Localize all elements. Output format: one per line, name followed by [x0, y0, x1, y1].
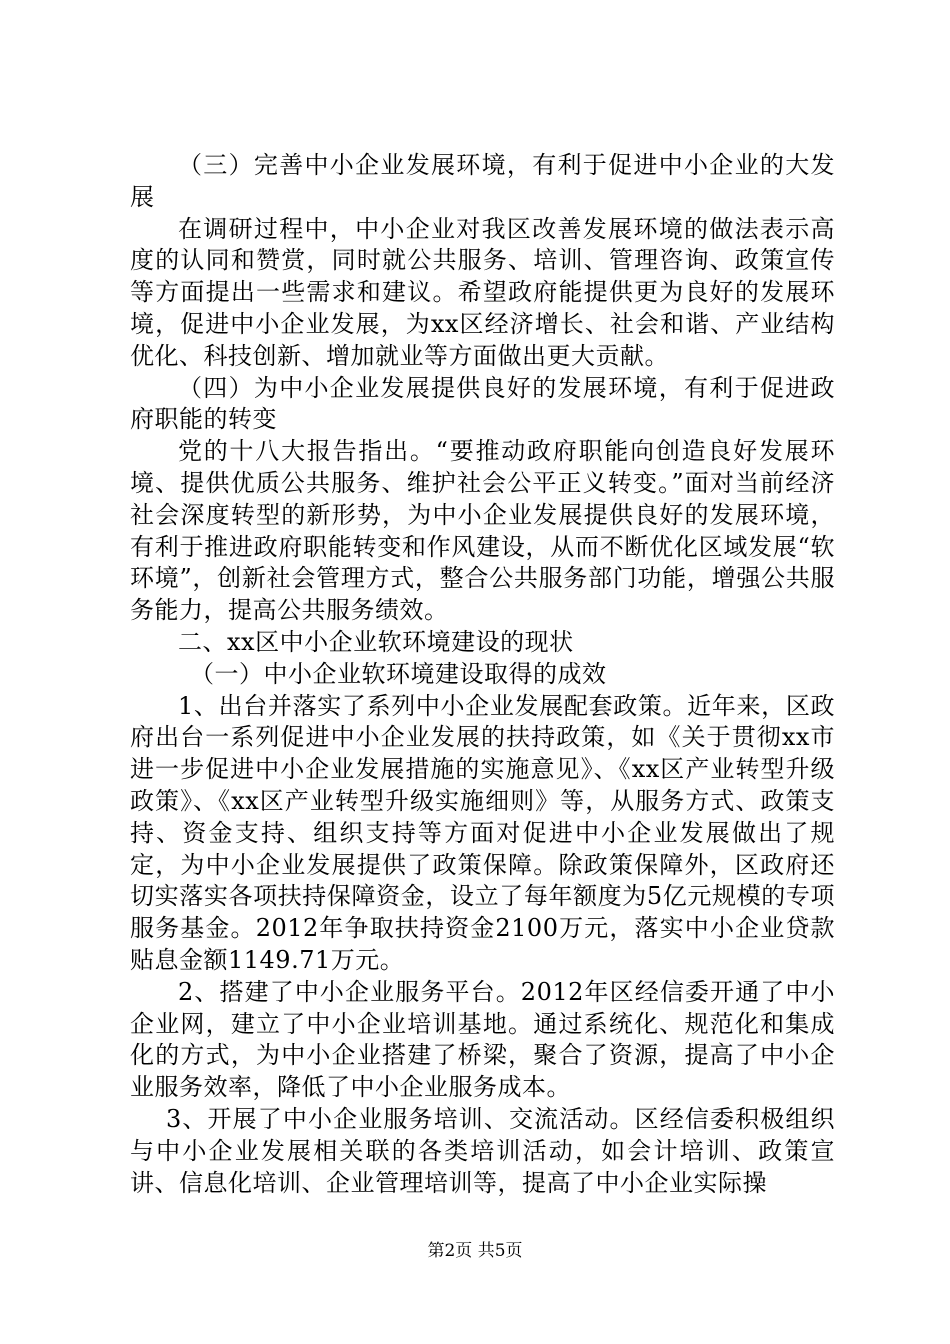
- paragraph-item-1: 1、出台并落实了系列中小企业发展配套政策。近年来，区政府出台一系列促进中小企业发展的扶持政策，如《关于贯彻xx市进一步促进中小企业发展措施的实施意见》、《xx区产业转型升级政策》、《xx区产业转型升级实施细则》等，从服务方式、政策支持、资金支持、组织支持等方面对促进中小企业发展做出了规定，为中小企业发展提供了政策保障。除政策保障外，区政府还切实落实各项扶持保障资金，设立了每年额度为5亿元规模的专项服务基金。2012年争取扶持资金2100万元，落实中小企业贷款贴息金额1149.71万元。: [130, 691, 835, 974]
- section-heading-4: （四）为中小企业发展提供良好的发展环境，有利于促进政府职能的转变: [130, 373, 835, 434]
- subsection-heading-1: （一）中小企业软环境建设取得的成效: [190, 659, 607, 688]
- paragraph-research: 在调研过程中，中小企业对我区改善发展环境的做法表示高度的认同和赞赏，同时就公共服务、培训、管理咨询、政策宣传等方面提出一些需求和建议。希望政府能提供更为良好的发展环境，促进中小企业发展，为xx区经济增长、社会和谐、产业结构优化、科技创新、增加就业等方面做出更大贡献。: [130, 214, 835, 370]
- page-number-footer: 第2页 共5页: [427, 1241, 523, 1261]
- paragraph-item-3: 3、开展了中小企业服务培训、交流活动。区经信委积极组织与中小企业发展相关联的各类培训活动，如会计培训、政策宣讲、信息化培训、企业管理培训等，提高了中小企业实际操: [130, 1104, 835, 1197]
- paragraph-item-2: 2、搭建了中小企业服务平台。2012年区经信委开通了中小企业网，建立了中小企业培训基地。通过系统化、规范化和集成化的方式，为中小企业搭建了桥梁，聚合了资源，提高了中小企业服务效率，降低了中小企业服务成本。: [130, 977, 835, 1102]
- chapter-heading-2: 二、xx区中小企业软环境建设的现状: [178, 627, 574, 656]
- paragraph-party-report: 党的十八大报告指出。“要推动政府职能向创造良好发展环境、提供优质公共服务、维护社会公平正义转变。”面对当前经济社会深度转型的新形势，为中小企业发展提供良好的发展环境，有利于推进政府职能转变和作风建设，从而不断优化区域发展“软环境”，创新社会管理方式，整合公共服务部门功能，增强公共服务能力，提高公共服务绩效。: [130, 437, 835, 625]
- section-heading-3: （三）完善中小企业发展环境，有利于促进中小企业的大发展: [130, 151, 835, 211]
- document-body: [130, 150, 835, 1199]
